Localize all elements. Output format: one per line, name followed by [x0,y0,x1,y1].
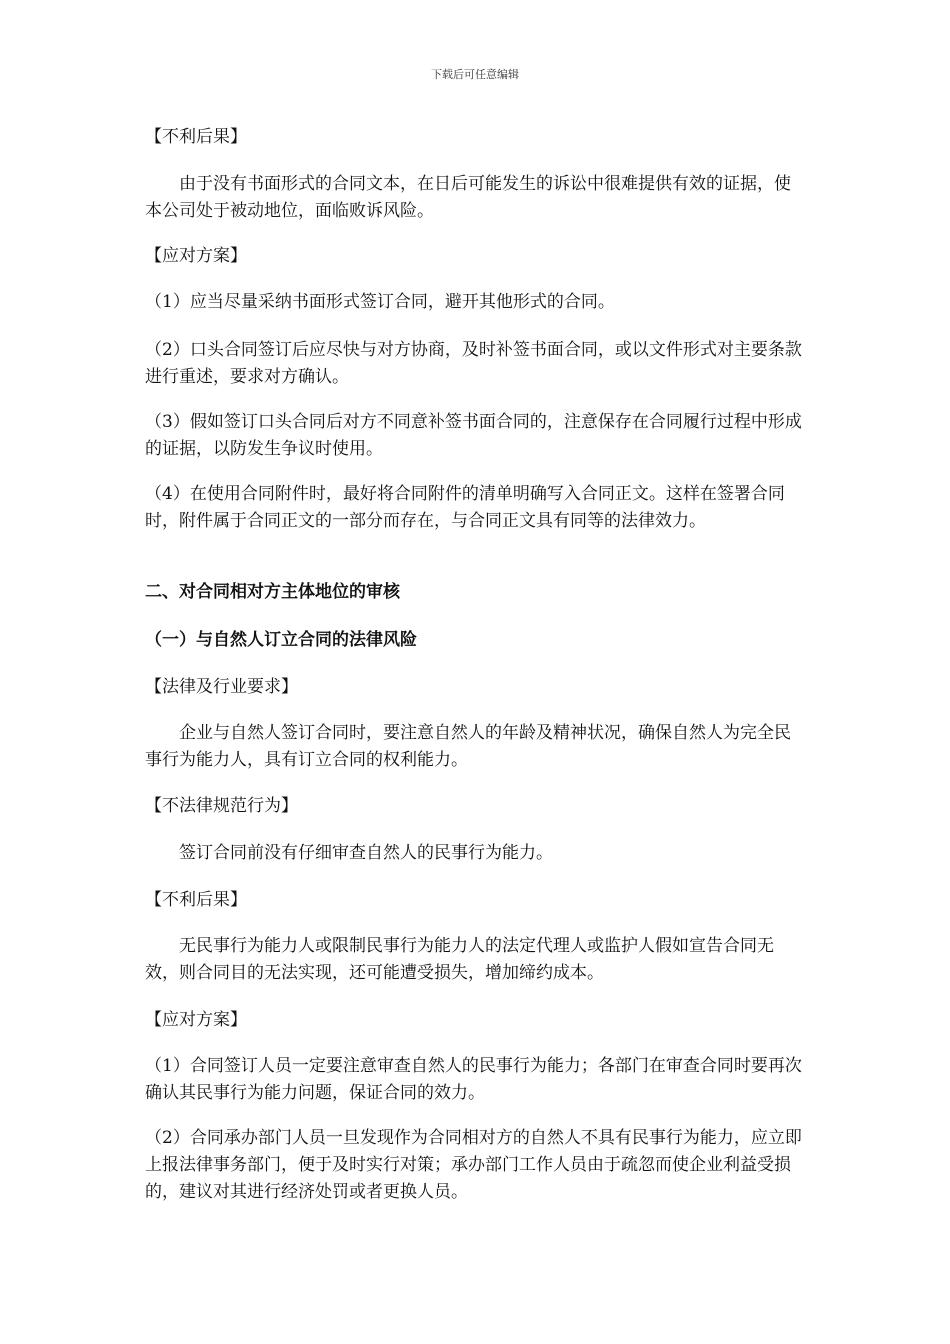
section-label-adverse-consequences: 【不利后果】 [145,890,247,910]
list-item: （4）在使用合同附件时，最好将合同附件的清单明确写入合同正文。这样在签署合同时，附件属于合同正文的一部分而存在，与合同正文具有同等的法律效力。 [145,484,785,531]
paragraph: 无民事行为能力人或限制民事行为能力人的法定代理人或监护人假如宣告合同无效，则合同目的无法实现，还可能遭受损失，增加缔约成本。 [145,936,774,983]
page-header: 下载后可任意编辑 [431,68,519,81]
list-item: （1）应当尽量采纳书面形式签订合同，避开其他形式的合同。 [145,292,615,312]
section-label-nonconforming-behavior: 【不法律规范行为】 [145,796,298,816]
paragraph: 由于没有书面形式的合同文本，在日后可能发生的诉讼中很难提供有效的证据，使本公司处于被动地位，面临败诉风险。 [145,174,791,221]
list-item: （2）合同承办部门人员一旦发现作为合同相对方的自然人不具有民事行为能力，应立即上报法律事务部门，便于及时实行对策；承办部门工作人员由于疏忽而使企业利益受损的，建议对其进行经济处罚或者更换人员。 [145,1128,802,1202]
list-item: （3）假如签订口头合同后对方不同意补签书面合同的，注意保存在合同履行过程中形成的证据，以防发生争议时使用。 [145,412,802,459]
section-heading: 二、对合同相对方主体地位的审核 [145,582,400,602]
list-item: （2）口头合同签订后应尽快与对方协商，及时补签书面合同，或以文件形式对主要条款进行重述，要求对方确认。 [145,340,802,387]
section-label-countermeasures: 【应对方案】 [145,1010,247,1030]
paragraph: 签订合同前没有仔细审查自然人的民事行为能力。 [179,843,553,863]
paragraph: 企业与自然人签订合同时，要注意自然人的年龄及精神状况，确保自然人为完全民事行为能力人，具有订立合同的权利能力。 [145,723,791,770]
section-label-countermeasures: 【应对方案】 [145,246,247,266]
subsection-heading: （一）与自然人订立合同的法律风险 [145,630,417,650]
section-label-adverse-consequences: 【不利后果】 [145,127,247,147]
section-label-legal-requirements: 【法律及行业要求】 [145,677,298,697]
list-item: （1）合同签订人员一定要注意审查自然人的民事行为能力；各部门在审查合同时要再次确认其民事行为能力问题，保证合同的效力。 [145,1056,802,1103]
